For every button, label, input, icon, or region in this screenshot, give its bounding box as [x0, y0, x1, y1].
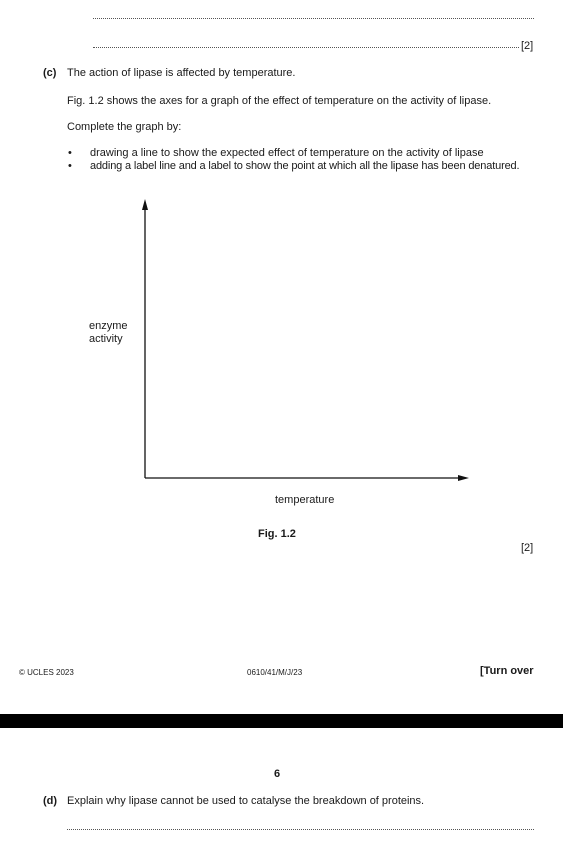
- bullet-icon: •: [68, 160, 72, 172]
- bullet-icon: •: [68, 147, 72, 159]
- turn-over-label: [Turn over: [480, 665, 534, 677]
- y-axis-label-line-2: activity: [89, 333, 123, 345]
- question-part-label: (d): [43, 795, 58, 807]
- y-axis-arrow-icon: [142, 199, 148, 210]
- answer-line: [67, 829, 534, 830]
- x-axis-label: temperature: [275, 494, 335, 506]
- paper-code: 0610/41/M/J/23: [247, 668, 303, 677]
- x-axis-arrow-icon: [458, 475, 469, 481]
- figure-reference-text: Fig. 1.2 shows the axes for a graph of the effect of temperature on the activity of lipase.: [67, 95, 492, 107]
- instruction-text: Complete the graph by:: [67, 121, 182, 133]
- question-text: Explain why lipase cannot be used to catalyse the breakdown of proteins.: [67, 795, 425, 807]
- figure-caption: Fig. 1.2: [258, 528, 296, 540]
- bullet-item: adding a label line and a label to show the point at which all the lipase has been denatured.: [90, 160, 520, 172]
- question-part-label: (c): [43, 67, 57, 79]
- bullet-item: drawing a line to show the expected effect of temperature on the activity of lipase: [90, 147, 484, 159]
- marks-label: [2]: [521, 542, 534, 554]
- copyright: © UCLES 2023: [19, 668, 74, 677]
- page-number: 6: [274, 768, 281, 780]
- y-axis-label-line-1: enzyme: [89, 320, 128, 332]
- question-text: The action of lipase is affected by temperature.: [67, 67, 296, 79]
- page-separator: [0, 714, 563, 728]
- marks-label: [2]: [521, 40, 534, 52]
